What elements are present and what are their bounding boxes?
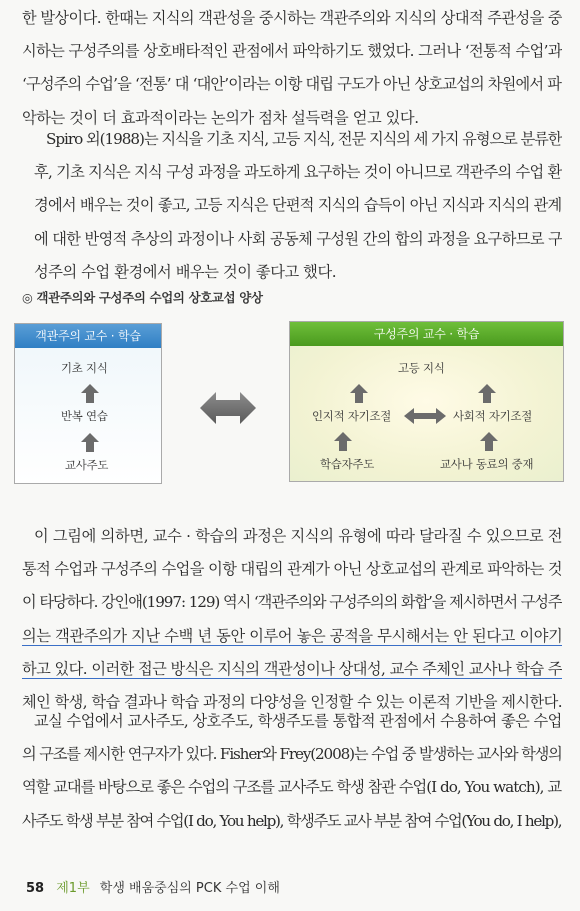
text-line: 악하는 것이 더 효과적이라는 논의가 점차 설득력을 얻고 있다. <box>22 108 419 127</box>
figure-caption: ◎ 객관주의와 구성주의 수업의 상호교섭 양상 <box>22 290 263 305</box>
paragraph-1 <box>22 2 562 135</box>
text-line: 후, 기초 지식은 지식 구성 과정을 과도하게 요구하는 것이 아니므로 객관주의 수업 환 <box>34 163 562 182</box>
node-basic-knowledge: 기초 지식 <box>61 361 108 375</box>
objectivism-header: 객관주의 교수 · 학습 <box>15 324 161 348</box>
paragraph-2 <box>22 123 562 289</box>
node-social-self-regulation: 사회적 자기조절 <box>453 409 533 423</box>
text-line: 통적 수업과 구성주의 수업을 이항 대립의 관계가 아닌 상호교섭의 관계로 파악하는 것 <box>22 560 562 579</box>
constructivism-box <box>289 321 564 482</box>
page-footer <box>26 877 280 896</box>
part-label: 제1부 <box>56 881 90 896</box>
node-teacher-peer-mediation: 교사나 동료의 중재 <box>440 457 534 471</box>
text-line: 성주의 수업 환경에서 배우는 것이 좋다고 했다. <box>34 262 337 281</box>
text-line: 이 그림에 의하면, 교수 · 학습의 과정은 지식의 유형에 따라 달라질 수 있으므로 전 <box>34 527 562 545</box>
constructivism-header: 구성주의 교수 · 학습 <box>290 322 563 346</box>
text-line: 시하는 구성주의를 상호배타적인 관점에서 파악하기도 했었다. 그러나 ‘전통적 수업’과 <box>22 42 562 61</box>
paragraph-4 <box>22 705 562 838</box>
part-title: 학생 배움중심의 PCK 수업 이해 <box>99 881 280 896</box>
text-line: 의 구조를 제시한 연구자가 있다. Fisher와 Frey(2008)는 수업 중 발생하는 교사와 학생의 <box>22 745 562 764</box>
text-line: 한 발상이다. 한때는 지식의 객관성을 중시하는 객관주의와 지식의 상대적 주관성을 중 <box>22 9 562 27</box>
text-line: 하고 있다. 이러한 접근 방식은 지식의 객관성이나 상대성, 교수 주체인 교사나 학습 주 <box>22 659 562 678</box>
text-line: Spiro 외(1988)는 지식을 기초 지식, 고등 지식, 전문 지식의 세 가지 유형으로 분류한 <box>46 130 562 148</box>
text-line: ‘구성주의 수업’을 ‘전통’ 대 ‘대안’이라는 이항 대립 구도가 아닌 상호교섭의 차원에서 파 <box>22 75 562 94</box>
double-arrow-icon <box>404 408 446 424</box>
node-cognitive-self-regulation: 인지적 자기조절 <box>312 409 392 423</box>
node-learner-led: 학습자주도 <box>320 457 375 471</box>
paragraph-3 <box>22 520 562 719</box>
double-arrow-icon <box>200 391 256 425</box>
text-line: 에 대한 반영적 추상의 과정이나 사회 공동체 구성원 간의 합의 과정을 요구하므로 구 <box>34 229 562 248</box>
node-higher-knowledge: 고등 지식 <box>398 361 445 375</box>
text-line: 사주도 학생 부분 참여 수업(I do, You help), 학생주도 교사 부분 참여 수업(You do, I help), <box>22 811 562 830</box>
node-teacher-led: 교사주도 <box>65 458 109 472</box>
text-line: 역할 교대를 바탕으로 좋은 수업의 구조를 교사주도 학생 참관 수업(I do, You watch), 교 <box>22 778 562 797</box>
objectivism-box <box>14 323 162 484</box>
text-line: 의는 객관주의가 지난 수백 년 동안 이루어 놓은 공적을 무시해서는 안 된다고 이야기 <box>22 626 562 645</box>
text-line: 교실 수업에서 교사주도, 상호주도, 학생주도를 통합적 관점에서 수용하여 좋은 수업 <box>34 712 562 730</box>
text-line: 경에서 배우는 것이 좋고, 고등 지식은 단편적 지식의 습득이 아닌 지식과 지식의 관계 <box>34 196 562 215</box>
page-number: 58 <box>26 881 45 896</box>
text-line: 체인 학생, 학습 결과나 학습 과정의 다양성을 인정할 수 있는 이론적 기반을 제시한다. <box>22 693 562 712</box>
node-repetition-practice: 반복 연습 <box>61 409 108 423</box>
text-line: 이 타당하다. 강인애(1997: 129) 역시 ‘객관주의와 구성주의의 화합’을 제시하면서 구성주 <box>22 593 562 612</box>
